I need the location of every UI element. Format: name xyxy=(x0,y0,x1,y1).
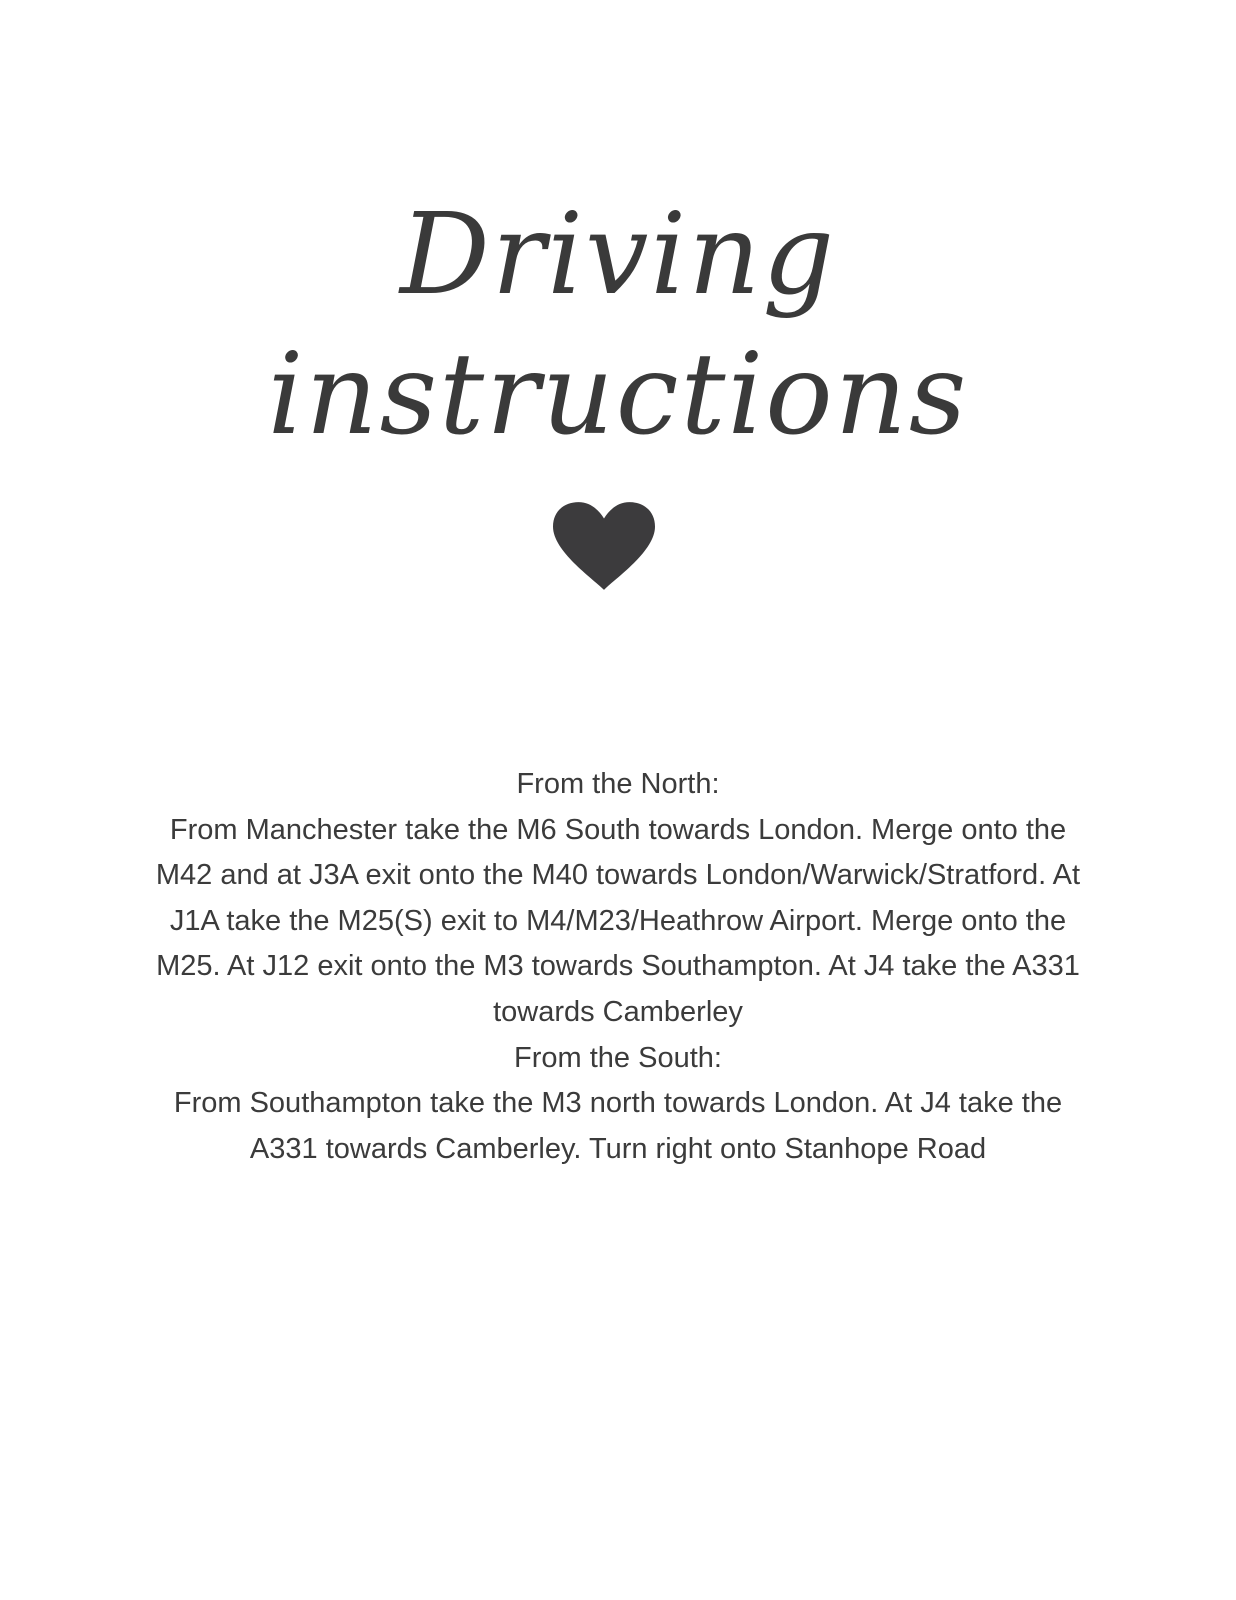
page-title-line-2: instructions xyxy=(267,330,969,460)
section-heading-south: From the South: xyxy=(514,1041,722,1074)
heart-icon xyxy=(553,502,655,590)
section-text-south: From Southampton take the M3 north towards London. At J4 take the A331 towards Camberley. Turn right onto Stanhope Road xyxy=(173,1087,1063,1165)
section-heading-north: From the North: xyxy=(516,768,720,800)
page-title-line-1: Driving xyxy=(399,190,837,320)
directions-body xyxy=(150,762,1086,1172)
section-text-north: From Manchester take the M6 South towards London. Merge onto the M42 and at J3A exit onto the M40 towards London/Warwick/Stratford. At J1A take the M25(S) exit to M4/M23/Heathrow Airport. Merge onto the M25. At J12 exit onto the M3 towards Southampton. At J4 take the A331 towards Camberley xyxy=(155,813,1081,1028)
